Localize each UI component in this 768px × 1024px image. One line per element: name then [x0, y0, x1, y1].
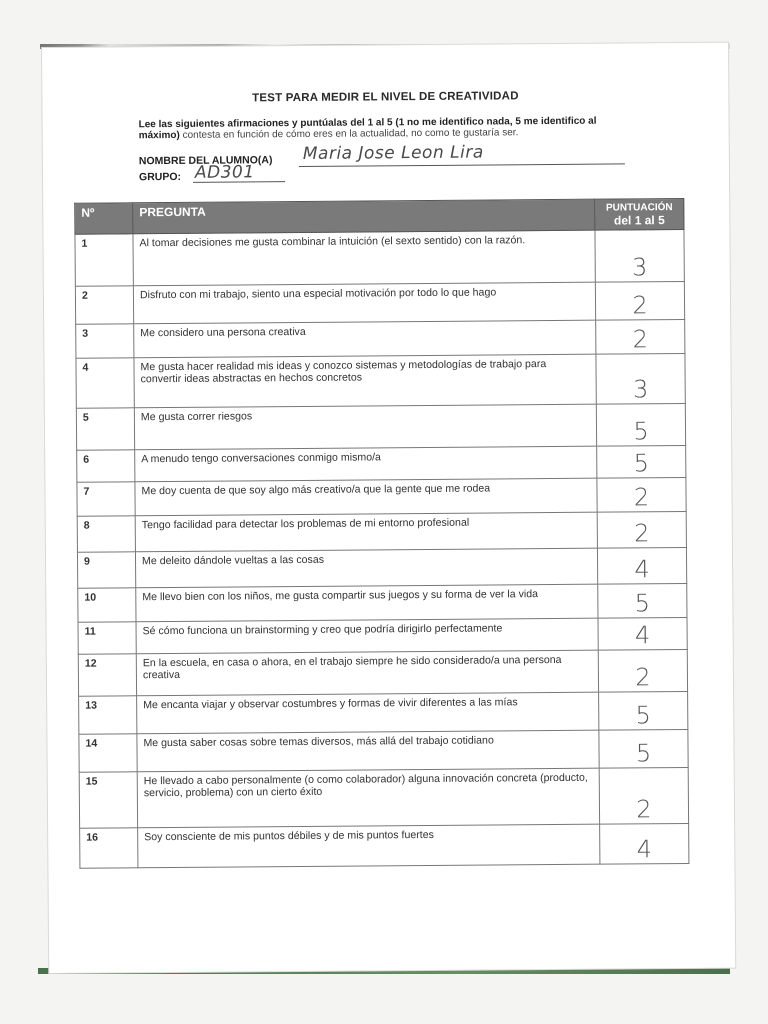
table-row: [77, 511, 686, 552]
row-score-cell[interactable]: [597, 477, 686, 512]
row-question: Me gusta correr riesgos: [134, 404, 596, 450]
row-number: 2: [75, 286, 133, 324]
row-score-cell[interactable]: [599, 767, 688, 824]
row-score-cell[interactable]: [596, 403, 685, 446]
row-question: Sé cómo funciona un brainstorming y creo que podría dirigirlo perfectamente: [136, 618, 598, 654]
table-row: [78, 583, 687, 622]
row-question: Me gusta saber cosas sobre temas diversos, más allá del trabajo cotidiano: [137, 730, 599, 772]
group-label: GRUPO:: [138, 170, 182, 184]
row-number: 10: [78, 588, 136, 622]
row-question: Me considero una persona creativa: [134, 320, 596, 358]
row-number: 5: [76, 408, 134, 450]
row-number: 6: [77, 450, 135, 482]
header-score: [595, 198, 684, 230]
table-row: [79, 729, 688, 772]
instructions: [139, 115, 629, 141]
name-label: NOMBRE DEL ALUMNO(A): [138, 154, 273, 168]
row-score-cell[interactable]: [597, 511, 686, 548]
row-score: 4: [634, 555, 650, 584]
table-row: [78, 617, 687, 654]
page-title: TEST PARA MEDIR EL NIVEL DE CREATIVIDAD: [252, 90, 519, 105]
row-number: 7: [77, 482, 135, 516]
row-score-cell[interactable]: [595, 229, 684, 282]
row-score: 5: [633, 449, 650, 478]
table-row: [76, 403, 685, 450]
row-question: Tengo facilidad para detectar los problemas de mi entorno profesional: [135, 512, 597, 552]
row-question: Me doy cuenta de que soy algo más creativo/a que la gente que me rodea: [135, 478, 597, 516]
row-score: 2: [635, 663, 651, 692]
row-question: Me gusta hacer realidad mis ideas y conozco sistemas y metodologías de trabajo para convertir ideas abstractas en hechos concretos: [134, 354, 596, 408]
row-question: He llevado a cabo personalmente (o como colaborador) alguna innovación concreta (producto, servicio, problema) con un cierto éxito: [137, 768, 599, 828]
row-score: 4: [636, 835, 653, 864]
row-question: Al tomar decisiones me gusta combinar la intuición (el sexto sentido) con la razón.: [133, 230, 595, 286]
table-row: [77, 477, 686, 516]
row-score-cell[interactable]: [597, 547, 686, 584]
row-score: 2: [634, 519, 650, 548]
row-number: 1: [75, 234, 133, 286]
row-score-cell[interactable]: [599, 691, 688, 730]
row-number: 11: [78, 622, 136, 654]
row-question: Me llevo bien con los niños, me gusta compartir sus juegos y su forma de ver la vida: [136, 584, 598, 622]
instructions-bold: Lee las siguientes afirmaciones y puntúalas del 1 al 5 (1 no me identifico nada, 5 me identifico al máximo): [138, 115, 597, 142]
instructions-rest: contesta en función de cómo eres en la actualidad, no como te gustaría ser.: [179, 127, 519, 141]
row-number: 3: [76, 324, 134, 358]
row-score-cell[interactable]: [598, 583, 687, 618]
student-name-value[interactable]: Maria Jose Leon Lira: [302, 142, 484, 164]
row-score-cell[interactable]: [599, 729, 688, 768]
row-question: A menudo tengo conversaciones conmigo mismo/a: [135, 446, 597, 482]
table-row: [75, 281, 684, 324]
row-score-cell[interactable]: [597, 445, 686, 478]
row-question: Me encanta viajar y observar costumbres y formas de vivir diferentes a las mías: [137, 692, 599, 734]
row-number: 14: [79, 734, 137, 772]
row-score-cell[interactable]: [600, 823, 689, 864]
table-row: [76, 319, 685, 358]
row-score: 5: [633, 417, 649, 446]
table-row: [80, 823, 689, 868]
row-question: Me deleito dándole vueltas a las cosas: [135, 548, 597, 588]
questions-table: [74, 198, 689, 869]
table-row: [77, 445, 686, 482]
row-score-cell[interactable]: [596, 353, 685, 404]
table-row: [78, 649, 687, 696]
row-score-cell[interactable]: [596, 319, 685, 354]
header-number: Nº: [75, 203, 133, 234]
row-score-cell[interactable]: [595, 281, 684, 320]
row-score: 5: [634, 589, 651, 618]
row-score-cell[interactable]: [598, 617, 687, 650]
row-number: 13: [79, 696, 137, 734]
row-score: 2: [632, 325, 649, 354]
row-score: 5: [635, 739, 652, 768]
table-row: [79, 767, 688, 828]
row-question: Disfruto con mi trabajo, siento una especial motivación por todo lo que hago: [133, 282, 595, 324]
row-score: 5: [635, 701, 652, 730]
table-row: [79, 691, 688, 734]
row-score: 3: [632, 375, 649, 404]
row-question: Soy consciente de mis puntos débiles y de mis puntos fuertes: [138, 824, 600, 868]
row-question: En la escuela, en casa o ahora, en el trabajo siempre he sido considerado/a una persona creativa: [136, 650, 598, 696]
row-number: 9: [77, 552, 135, 588]
row-number: 12: [78, 654, 136, 696]
row-number: 4: [76, 358, 134, 408]
header-score-sub: del 1 al 5: [613, 213, 665, 228]
row-score: 2: [632, 291, 648, 320]
header-score-top: PUNTUACIÓN: [605, 202, 673, 214]
row-score-cell[interactable]: [598, 649, 687, 692]
row-score: 2: [633, 483, 650, 512]
name-underline: [299, 163, 625, 167]
row-number: 8: [77, 516, 135, 552]
table-row: [77, 547, 686, 588]
row-score: 4: [634, 621, 651, 650]
row-score: 3: [631, 253, 648, 282]
paper-sheet: [42, 43, 735, 973]
table-header-row: [75, 198, 684, 234]
table-row: [75, 229, 684, 286]
row-number: 15: [79, 772, 137, 828]
group-value[interactable]: AD301: [194, 162, 255, 183]
row-score: 2: [636, 795, 652, 824]
row-number: 16: [80, 828, 138, 868]
header-question: PREGUNTA: [133, 199, 595, 234]
table-row: [76, 353, 685, 408]
